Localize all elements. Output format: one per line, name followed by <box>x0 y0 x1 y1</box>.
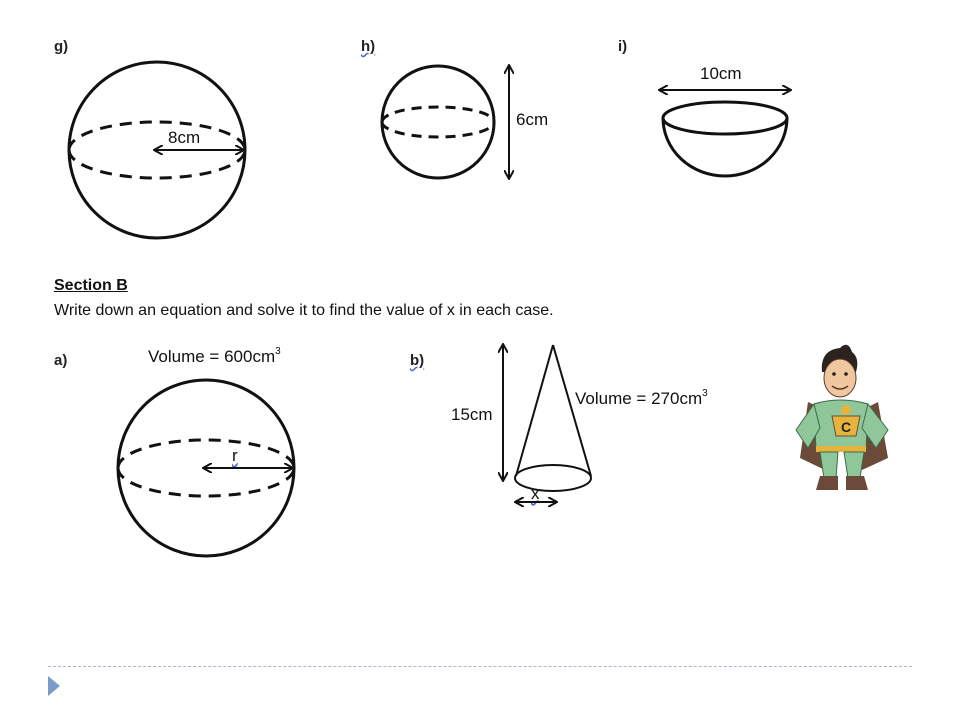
sphere-a <box>118 380 294 556</box>
cone-base-label: x <box>531 484 540 503</box>
question-g-label: g) <box>54 38 69 55</box>
mascot-badge-letter: C <box>840 419 852 435</box>
footer-divider <box>48 666 912 667</box>
cone-b <box>503 345 591 502</box>
hemisphere-diameter-label: 10cm <box>700 64 742 83</box>
section-b-title: Section B <box>54 277 128 294</box>
question-b-volume-exponent: 3 <box>702 388 708 399</box>
question-b-volume-text: Volume = 270cm <box>575 389 703 408</box>
question-b-label: b) <box>410 352 425 369</box>
play-triangle-icon[interactable] <box>48 676 60 696</box>
superhero-mascot <box>796 345 888 490</box>
sphere-h <box>382 66 509 178</box>
question-a-volume-exponent: 3 <box>275 346 281 357</box>
sphere-a-radius-label: r <box>232 446 238 465</box>
question-a-label: a) <box>54 352 68 369</box>
sphere-h-height-label: 6cm <box>516 110 549 129</box>
question-h-label: h) <box>361 38 376 55</box>
sphere-g <box>69 62 245 238</box>
cone-height-label: 15cm <box>451 405 493 424</box>
question-a-volume-text: Volume = 600cm <box>148 347 276 366</box>
hemisphere-i <box>660 90 790 176</box>
sphere-g-radius-label: 8cm <box>168 128 201 147</box>
question-i-label: i) <box>618 38 628 55</box>
section-b-instruction: Write down an equation and solve it to find the value of x in each case. <box>54 302 554 319</box>
